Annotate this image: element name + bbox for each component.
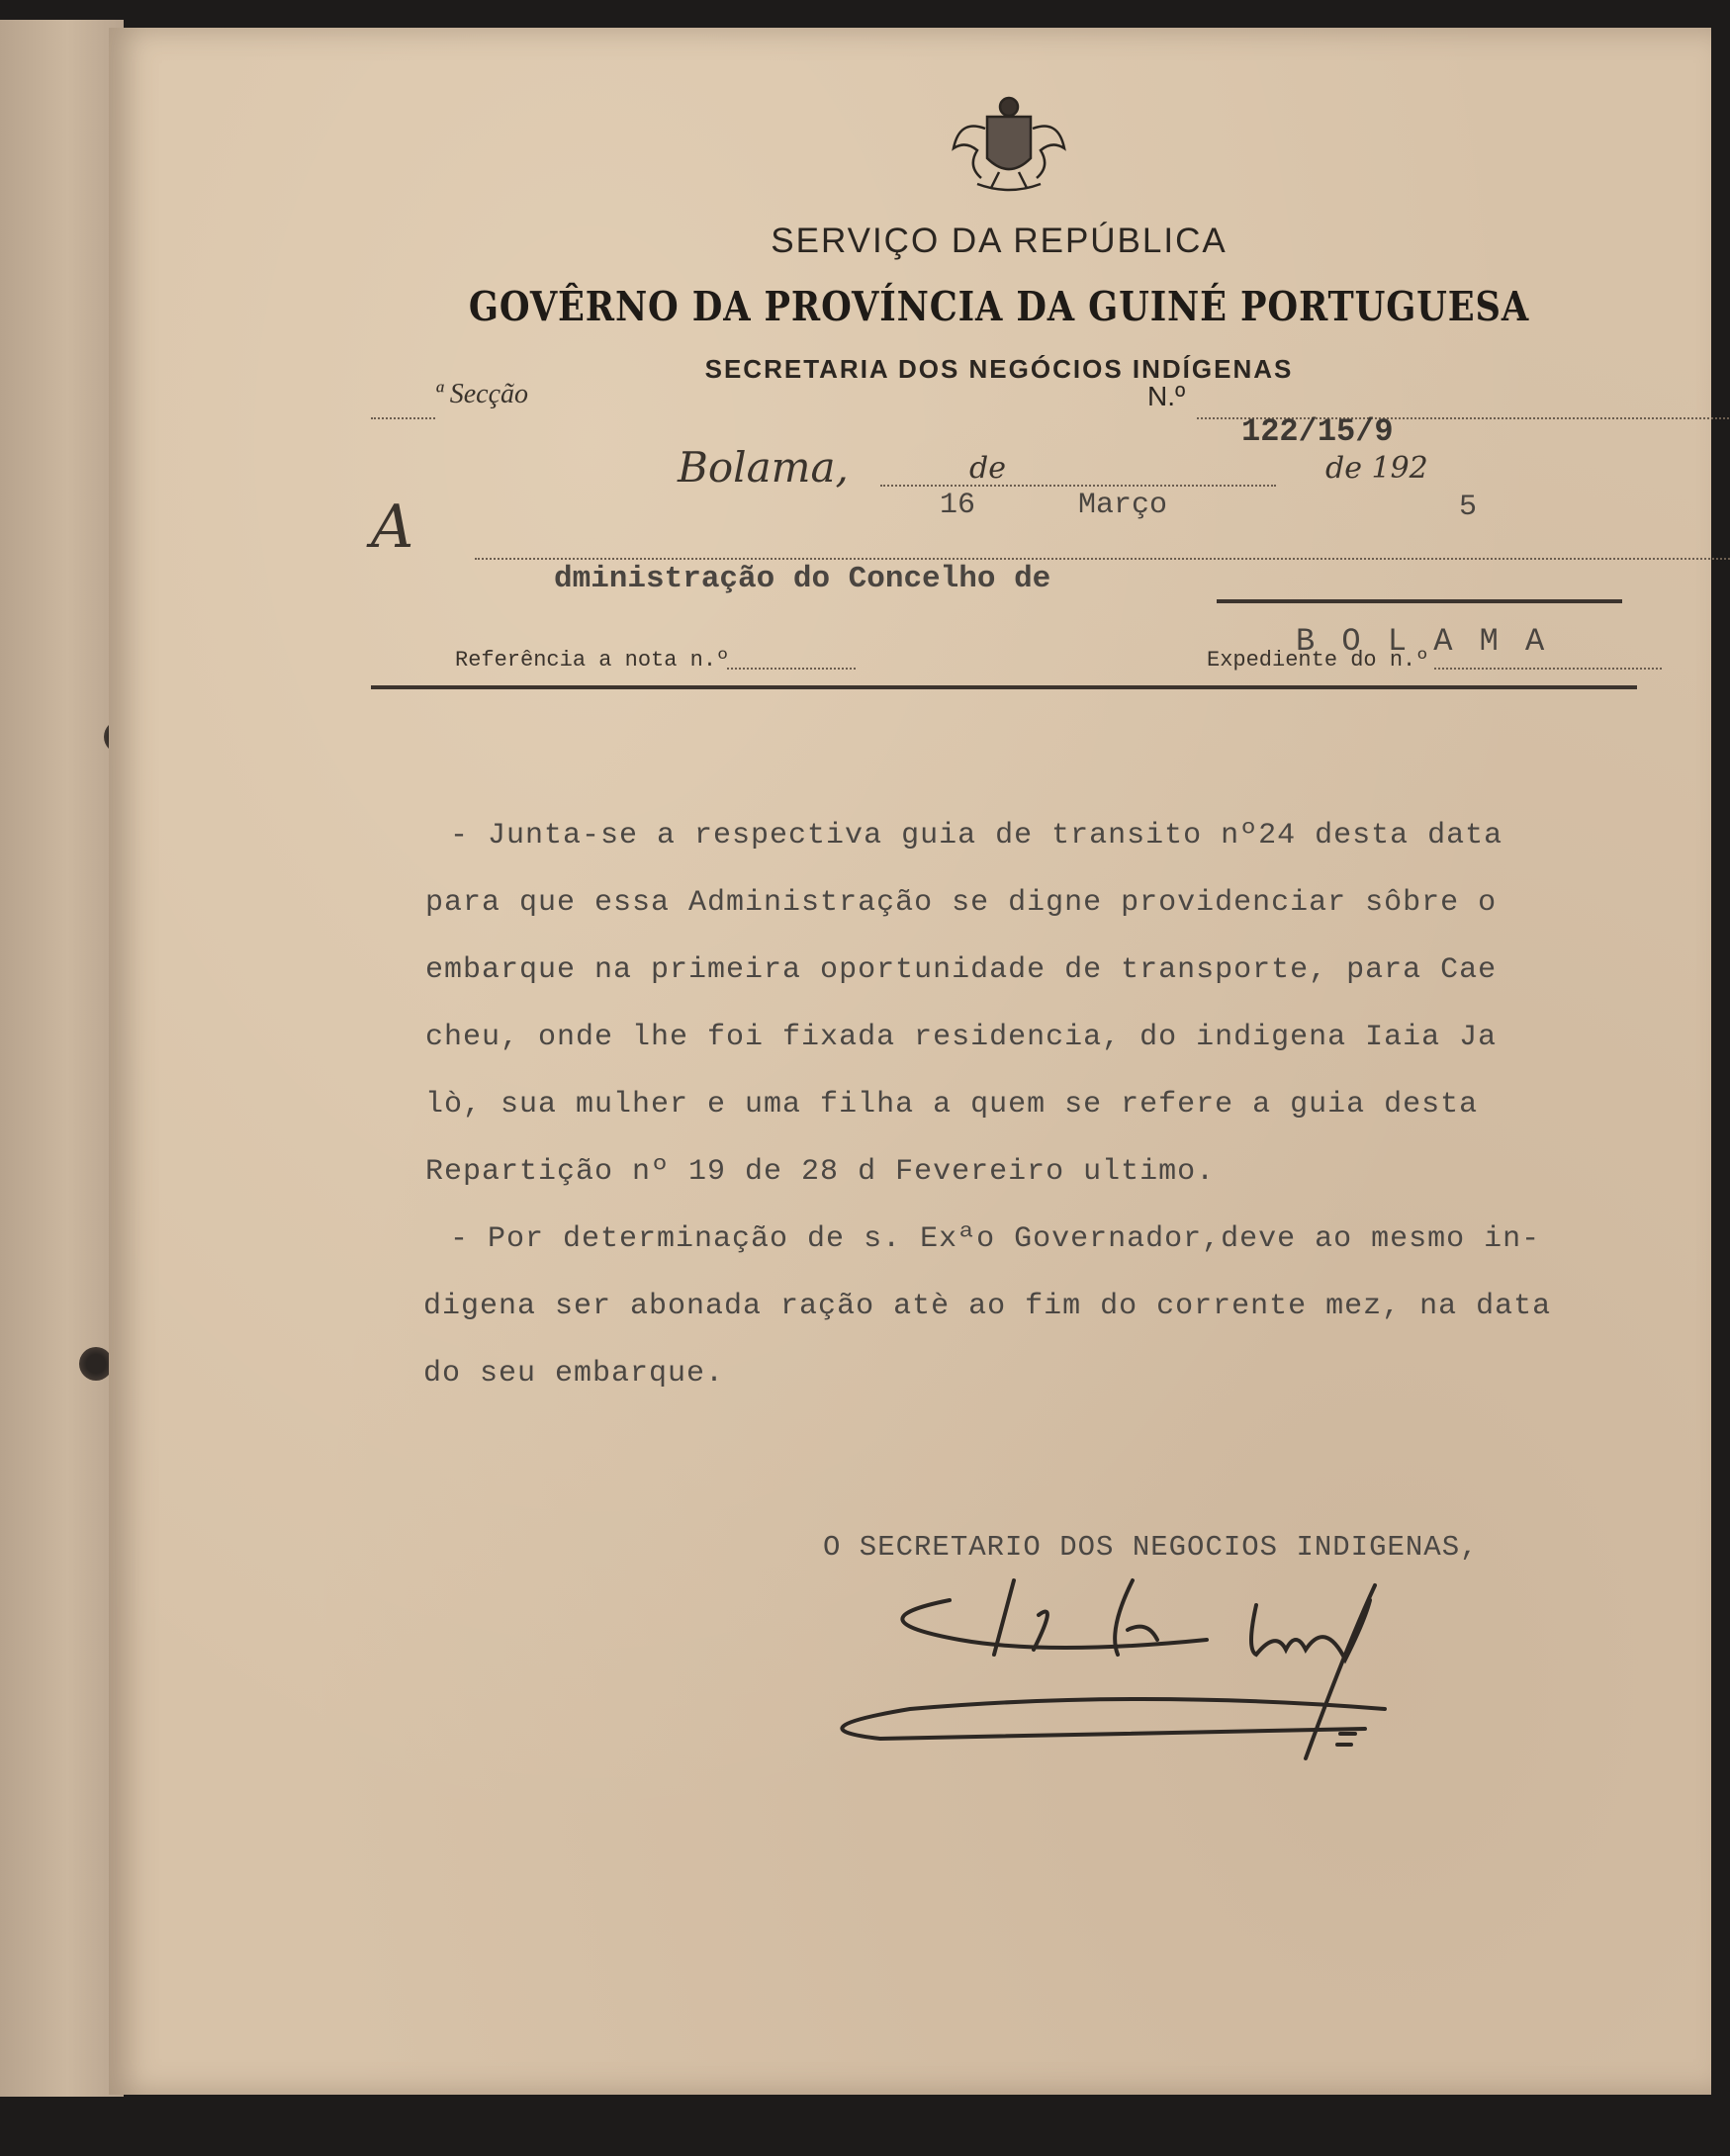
handwritten-signature	[791, 1561, 1543, 1778]
numero-label: N.º	[1147, 381, 1186, 411]
body-line-9: do seu embarque.	[423, 1357, 725, 1391]
expediente-value: B O L A M A	[1296, 623, 1549, 660]
year-label: de 192	[1325, 451, 1428, 486]
header-servico: SERVIÇO DA REPÚBLICA	[771, 222, 1228, 260]
header-rule	[371, 685, 1637, 689]
body-line-2: para que essa Administração se digne providenciar sôbre o	[425, 886, 1498, 920]
addressee-text: dministração do Concelho de	[554, 562, 1051, 596]
header-secretaria: SECRETARIA DOS NEGÓCIOS INDÍGENAS	[704, 354, 1294, 384]
body-line-1: - Junta-se a respectiva guia de transito nº24 desta data	[450, 819, 1503, 853]
signature-title: O SECRETARIO DOS NEGOCIOS INDIGENAS,	[823, 1531, 1479, 1564]
header-governo: GOVÊRNO DA PROVÍNCIA DA GUINÉ PORTUGUESA	[468, 283, 1530, 330]
punch-hole-bottom	[79, 1347, 113, 1381]
body-line-7: - Por determinação de s. Exªo Governador,deve ao mesmo in-	[450, 1222, 1541, 1256]
document-page	[109, 28, 1711, 2095]
expediente-dots	[1434, 664, 1662, 670]
seccao-blank	[371, 396, 435, 419]
body-line-8: digena ser abonada ração atè ao fim do corrente mez, na data	[423, 1290, 1552, 1323]
referencia-dots	[727, 664, 856, 670]
referencia-label: Referência a nota n.º	[455, 648, 730, 673]
body-line-5: lò, sua mulher e uma filha a quem se refere a guia desta	[425, 1088, 1479, 1122]
coat-of-arms-icon	[948, 89, 1070, 196]
body-line-3: embarque na primeira oportunidade de transporte, para Cae	[425, 953, 1498, 987]
body-line-4: cheu, onde lhe foi fixada residencia, do indigena Iaia Ja	[425, 1021, 1498, 1054]
date-dots	[880, 475, 1276, 487]
addressee-underline	[1217, 599, 1622, 603]
local-label: Bolama,	[678, 443, 849, 492]
addressee-dots	[475, 554, 1730, 560]
numero-value: 122/15/9	[1241, 413, 1394, 450]
date-year: 5	[1459, 491, 1478, 524]
date-day: 16	[940, 489, 976, 522]
expediente-label: Expediente do n.º	[1207, 648, 1429, 673]
body-line-6: Repartição nº 19 de 28 d Fevereiro ultimo.	[425, 1155, 1216, 1189]
date-de-label: de	[969, 451, 1006, 486]
seccao-label: ª Secção	[435, 379, 529, 409]
date-month: Março	[1078, 489, 1168, 522]
addressee-label: A	[371, 493, 414, 562]
left-binder-page	[0, 20, 124, 2097]
